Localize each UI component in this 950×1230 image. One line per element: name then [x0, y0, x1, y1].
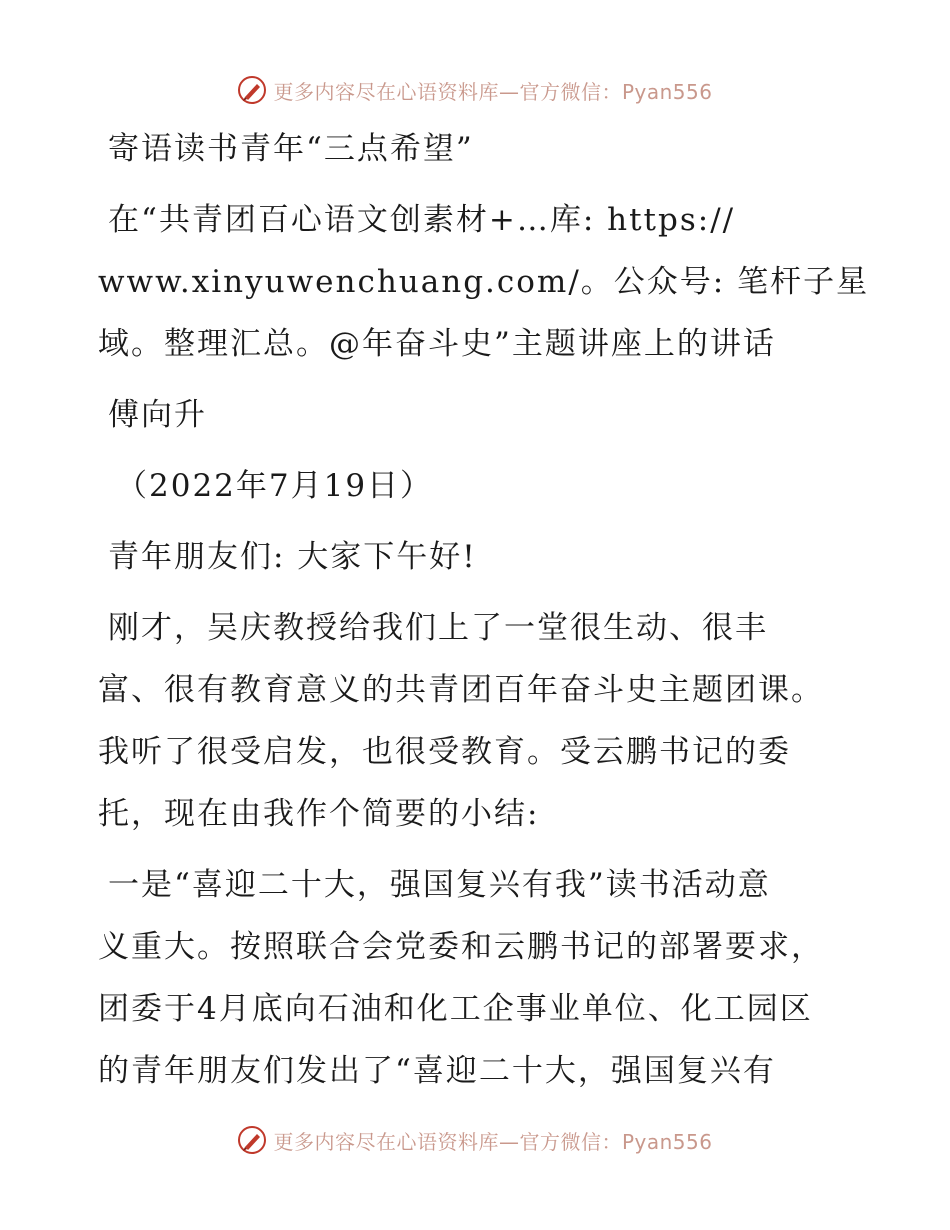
date-block	[98, 455, 858, 517]
watermark-text: 更多内容尽在心语资料库—官方微信：Pyan556	[273, 79, 713, 104]
paragraph-line: 义重大。按照联合会党委和云鹏书记的部署要求，	[98, 929, 824, 965]
paragraph-1	[98, 597, 858, 845]
watermark-text: 更多内容尽在心语资料库—官方微信：Pyan556	[273, 1129, 713, 1154]
header-watermark	[0, 70, 950, 110]
paragraph-line: 刚才，吴庆教授给我们上了一堂很生动、很丰	[108, 610, 768, 646]
footer-watermark	[0, 1120, 950, 1160]
paragraph-2	[98, 854, 858, 1102]
author-block	[98, 384, 858, 446]
pen-logo-icon	[237, 75, 267, 105]
pen-logo-icon	[237, 1125, 267, 1155]
document-body	[98, 118, 870, 1102]
speech-date: （2022年7月19日）	[116, 468, 434, 504]
greeting: 青年朋友们: 大家下午好!	[108, 539, 477, 575]
paragraph-line: 一是“喜迎二十大，强国复兴有我”读书活动意	[108, 867, 771, 903]
author-name: 傅向升	[108, 397, 207, 433]
doc-title-block	[98, 118, 858, 180]
paragraph-line: 的青年朋友们发出了“喜迎二十大，强国复兴有	[98, 1053, 776, 1089]
intro-line: www.xinyuwenchuang.com/。公众号: 笔杆子星	[98, 264, 870, 300]
intro-line: 在“共青团百心语文创素材+…库: https://	[108, 202, 736, 238]
intro-paragraph	[98, 189, 870, 375]
paragraph-line: 我听了很受启发，也很受教育。受云鹏书记的委	[98, 734, 791, 770]
greeting-block	[98, 526, 858, 588]
intro-line: 域。整理汇总。@年奋斗史”主题讲座上的讲话	[98, 326, 776, 362]
paragraph-line: 富、很有教育意义的共青团百年奋斗史主题团课。	[98, 672, 824, 708]
doc-title: 寄语读书青年“三点希望”	[108, 131, 474, 167]
paragraph-line: 托，现在由我作个简要的小结:	[98, 796, 540, 832]
paragraph-line: 团委于4月底向石油和化工企事业单位、化工园区	[98, 991, 813, 1027]
